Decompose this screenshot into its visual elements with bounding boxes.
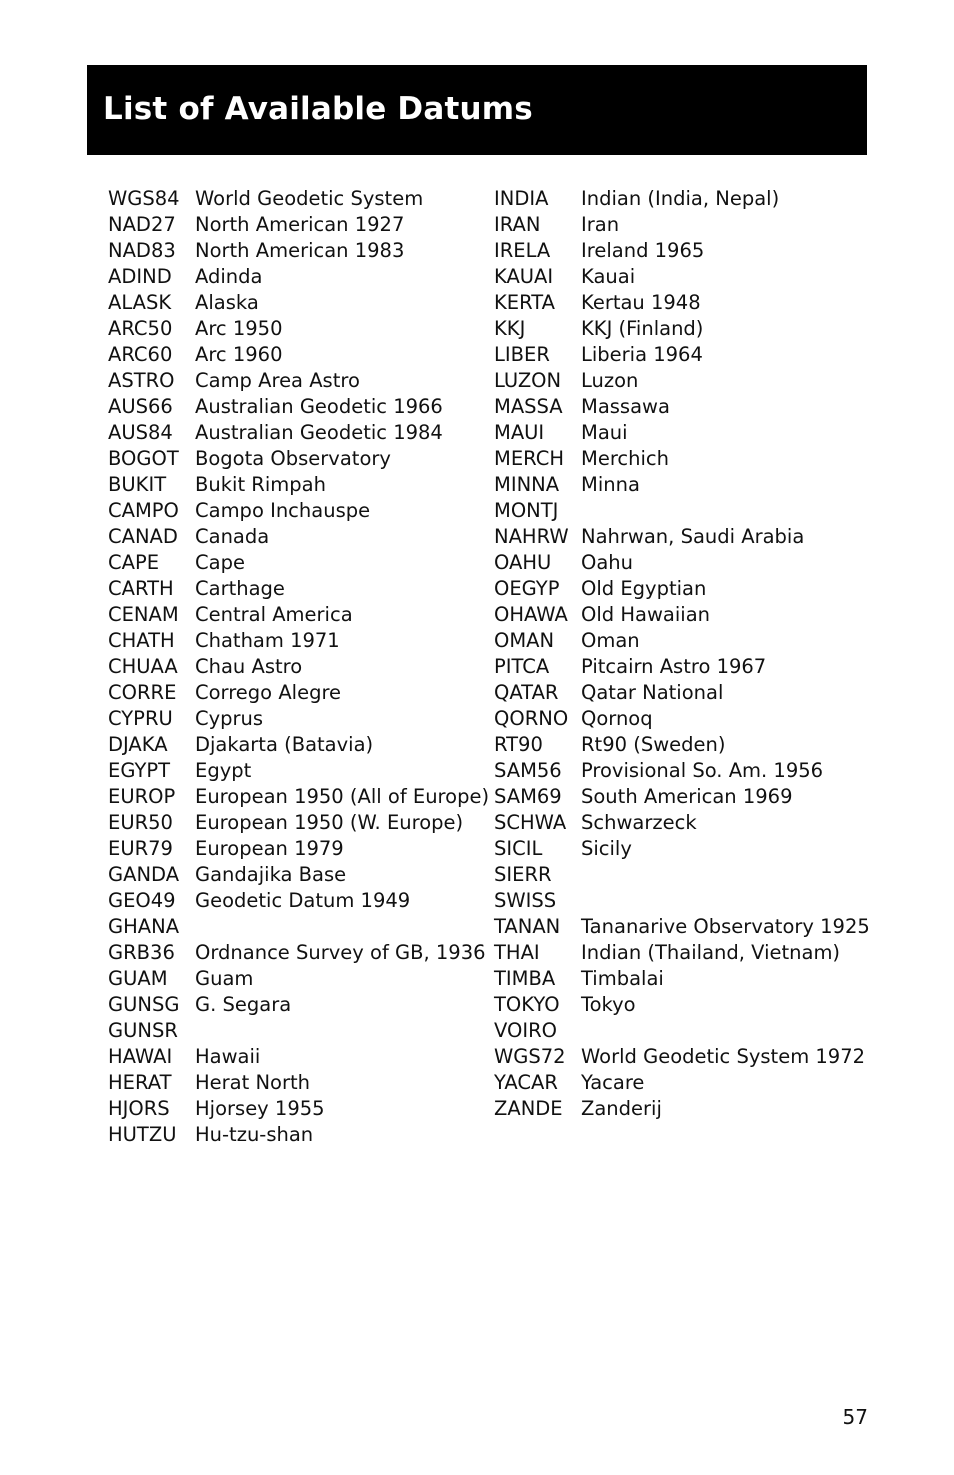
datum-code: OAHU xyxy=(494,551,552,574)
datum-code: ALASK xyxy=(108,291,172,314)
datum-row xyxy=(494,940,866,966)
datum-row xyxy=(494,550,866,576)
datum-code: NAD27 xyxy=(108,213,176,236)
datum-code: HERAT xyxy=(108,1071,172,1094)
datum-name: European 1950 (W. Europe) xyxy=(195,811,464,834)
datum-row xyxy=(108,862,488,888)
datum-name: Oman xyxy=(581,629,640,652)
datum-code: CANAD xyxy=(108,525,178,548)
datum-name: KKJ (Finland) xyxy=(581,317,704,340)
datum-code: SAM56 xyxy=(494,759,562,782)
datum-row xyxy=(108,498,488,524)
datum-name: European 1950 (All of Europe) xyxy=(195,785,490,808)
datum-row xyxy=(108,212,488,238)
datum-row xyxy=(494,394,866,420)
datum-name: Kertau 1948 xyxy=(581,291,701,314)
datum-name: Campo Inchauspe xyxy=(195,499,371,522)
datum-name xyxy=(195,914,488,940)
datum-code: CAMPO xyxy=(108,499,179,522)
datum-code: MAUI xyxy=(494,421,545,444)
datum-name: Arc 1950 xyxy=(195,317,283,340)
datum-code: GHANA xyxy=(108,915,180,938)
datum-name: Cyprus xyxy=(195,707,264,730)
datum-name: Indian (India, Nepal) xyxy=(581,187,780,210)
datum-row xyxy=(494,758,866,784)
datum-code: BUKIT xyxy=(108,473,167,496)
datum-row xyxy=(108,888,488,914)
datum-name: Ireland 1965 xyxy=(581,239,705,262)
datum-row xyxy=(494,1018,866,1044)
datum-row xyxy=(494,290,866,316)
datum-name: North American 1983 xyxy=(195,239,405,262)
datum-name: Egypt xyxy=(195,759,252,782)
datum-name: Bukit Rimpah xyxy=(195,473,326,496)
datum-name: Corrego Alegre xyxy=(195,681,342,704)
datum-name: Australian Geodetic 1966 xyxy=(195,395,443,418)
datum-name: Provisional So. Am. 1956 xyxy=(581,759,824,782)
datum-name: Luzon xyxy=(581,369,639,392)
datum-row xyxy=(494,238,866,264)
datum-name: Qornoq xyxy=(581,707,653,730)
datum-row xyxy=(494,992,866,1018)
datum-row xyxy=(108,524,488,550)
page-title: List of Available Datums xyxy=(103,91,533,127)
datum-name: Old Hawaiian xyxy=(581,603,710,626)
datum-row xyxy=(108,420,488,446)
datum-name: Sicily xyxy=(581,837,632,860)
datum-name: Liberia 1964 xyxy=(581,343,703,366)
datum-code: EUROP xyxy=(108,785,176,808)
datum-code: EUR79 xyxy=(108,837,173,860)
datum-name: Tokyo xyxy=(581,993,636,1016)
datum-name: Yacare xyxy=(581,1071,645,1094)
datum-name: Hawaii xyxy=(195,1045,261,1068)
datum-name: North American 1927 xyxy=(195,213,405,236)
datum-code: DJAKA xyxy=(108,733,168,756)
datum-name: Iran xyxy=(581,213,620,236)
datum-row xyxy=(108,550,488,576)
datum-name: Massawa xyxy=(581,395,670,418)
datum-code: NAHRW xyxy=(494,525,569,548)
datum-row xyxy=(108,264,488,290)
datum-row xyxy=(108,758,488,784)
datum-code: QORNO xyxy=(494,707,569,730)
datum-name: Herat North xyxy=(195,1071,311,1094)
datum-name: Merchich xyxy=(581,447,669,470)
datum-row xyxy=(494,472,866,498)
datum-code: WGS72 xyxy=(494,1045,566,1068)
datum-name: Central America xyxy=(195,603,353,626)
datum-row xyxy=(108,914,488,940)
datum-code: ASTRO xyxy=(108,369,175,392)
datum-row xyxy=(108,316,488,342)
datum-row xyxy=(108,940,488,966)
datum-code: CENAM xyxy=(108,603,179,626)
datum-code: GUAM xyxy=(108,967,168,990)
datum-row xyxy=(108,992,488,1018)
datum-code: PITCA xyxy=(494,655,550,678)
datum-row xyxy=(494,1096,866,1122)
datum-row xyxy=(108,784,488,810)
datum-code: OHAWA xyxy=(494,603,568,626)
datum-code: GANDA xyxy=(108,863,180,886)
datum-code: ADIND xyxy=(108,265,172,288)
datum-code: MASSA xyxy=(494,395,563,418)
datum-name: Djakarta (Batavia) xyxy=(195,733,374,756)
datum-name: Tananarive Observatory 1925 xyxy=(581,915,870,938)
datum-list-left xyxy=(108,186,488,1148)
datum-code: SWISS xyxy=(494,889,557,912)
datum-row xyxy=(108,732,488,758)
datum-code: CAPE xyxy=(108,551,160,574)
datum-name: G. Segara xyxy=(195,993,292,1016)
datum-row xyxy=(494,342,866,368)
datum-name: Schwarzeck xyxy=(581,811,697,834)
datum-row xyxy=(108,654,488,680)
datum-code: MINNA xyxy=(494,473,560,496)
datum-row xyxy=(494,628,866,654)
datum-code: MONTJ xyxy=(494,499,559,522)
datum-name: Geodetic Datum 1949 xyxy=(195,889,411,912)
datum-name: Carthage xyxy=(195,577,285,600)
datum-name: European 1979 xyxy=(195,837,344,860)
datum-name: Pitcairn Astro 1967 xyxy=(581,655,767,678)
datum-name: Nahrwan, Saudi Arabia xyxy=(581,525,805,548)
datum-name: World Geodetic System 1972 xyxy=(581,1045,866,1068)
datum-row xyxy=(494,1070,866,1096)
datum-name: Arc 1960 xyxy=(195,343,283,366)
datum-name: Bogota Observatory xyxy=(195,447,391,470)
datum-name xyxy=(581,888,866,914)
datum-code: OMAN xyxy=(494,629,555,652)
datum-code: WGS84 xyxy=(108,187,180,210)
datum-row xyxy=(494,706,866,732)
datum-row xyxy=(108,186,488,212)
datum-code: KERTA xyxy=(494,291,555,314)
datum-row xyxy=(494,368,866,394)
datum-name: Hjorsey 1955 xyxy=(195,1097,325,1120)
datum-row xyxy=(494,966,866,992)
datum-name: Guam xyxy=(195,967,254,990)
datum-row xyxy=(494,836,866,862)
datum-code: YACAR xyxy=(494,1071,558,1094)
datum-name: Chatham 1971 xyxy=(195,629,340,652)
datum-name: Oahu xyxy=(581,551,634,574)
datum-code: GUNSG xyxy=(108,993,180,1016)
datum-code: OEGYP xyxy=(494,577,560,600)
datum-row xyxy=(108,1044,488,1070)
datum-name xyxy=(581,498,866,524)
datum-row xyxy=(494,186,866,212)
datum-name: Qatar National xyxy=(581,681,724,704)
datum-name: Minna xyxy=(581,473,640,496)
datum-code: EUR50 xyxy=(108,811,173,834)
datum-row xyxy=(494,420,866,446)
datum-row xyxy=(494,212,866,238)
datum-name: Maui xyxy=(581,421,628,444)
page-number: 57 xyxy=(842,1405,868,1429)
datum-code: RT90 xyxy=(494,733,543,756)
datum-row xyxy=(108,602,488,628)
datum-row xyxy=(494,914,870,940)
datum-code: CHATH xyxy=(108,629,175,652)
datum-row xyxy=(108,342,488,368)
datum-code: MERCH xyxy=(494,447,565,470)
datum-row xyxy=(494,524,866,550)
datum-list-right xyxy=(494,186,870,1122)
datum-row xyxy=(494,446,866,472)
datum-name xyxy=(195,1018,488,1044)
datum-name: Zanderij xyxy=(581,1097,662,1120)
datum-row xyxy=(494,654,866,680)
datum-row xyxy=(108,446,488,472)
datum-name: Kauai xyxy=(581,265,636,288)
datum-code: ARC50 xyxy=(108,317,173,340)
datum-row xyxy=(108,472,488,498)
datum-code: QATAR xyxy=(494,681,559,704)
datum-name: World Geodetic System xyxy=(195,187,424,210)
datum-name: Hu-tzu-shan xyxy=(195,1123,314,1146)
datum-code: KAUAI xyxy=(494,265,554,288)
datum-code: KKJ xyxy=(494,317,526,340)
datum-name: Chau Astro xyxy=(195,655,303,678)
datum-row xyxy=(494,264,866,290)
datum-row xyxy=(494,576,866,602)
datum-row xyxy=(108,680,488,706)
datum-row xyxy=(494,680,866,706)
datum-name xyxy=(581,862,866,888)
datum-code: ZANDE xyxy=(494,1097,563,1120)
datum-code: AUS84 xyxy=(108,421,173,444)
datum-code: CYPRU xyxy=(108,707,173,730)
datum-row xyxy=(108,1122,488,1148)
datum-row xyxy=(108,1096,488,1122)
datum-row xyxy=(108,628,488,654)
datum-code: EGYPT xyxy=(108,759,171,782)
datum-row xyxy=(494,784,866,810)
datum-row xyxy=(494,1044,866,1070)
datum-code: HJORS xyxy=(108,1097,170,1120)
datum-name: Gandajika Base xyxy=(195,863,347,886)
datum-row xyxy=(108,290,488,316)
datum-row xyxy=(494,888,866,914)
datum-code: SAM69 xyxy=(494,785,562,808)
datum-row xyxy=(108,1070,488,1096)
datum-name: Cape xyxy=(195,551,245,574)
datum-name: Canada xyxy=(195,525,270,548)
datum-row xyxy=(494,316,866,342)
datum-code: GRB36 xyxy=(108,941,175,964)
datum-code: TANAN xyxy=(494,915,561,938)
datum-row xyxy=(108,368,488,394)
datum-code: HAWAI xyxy=(108,1045,173,1068)
datum-code: LIBER xyxy=(494,343,550,366)
datum-name: South American 1969 xyxy=(581,785,793,808)
datum-code: THAI xyxy=(494,941,540,964)
datum-code: CHUAA xyxy=(108,655,178,678)
datum-row xyxy=(108,810,488,836)
datum-name: Alaska xyxy=(195,291,259,314)
datum-row xyxy=(108,576,488,602)
datum-code: ARC60 xyxy=(108,343,173,366)
datum-code: LUZON xyxy=(494,369,562,392)
datum-name: Adinda xyxy=(195,265,263,288)
datum-row xyxy=(494,602,866,628)
datum-row xyxy=(494,732,866,758)
datum-name xyxy=(581,1018,866,1044)
datum-code: GEO49 xyxy=(108,889,176,912)
datum-row xyxy=(108,966,488,992)
datum-code: TIMBA xyxy=(494,967,556,990)
title-banner xyxy=(87,65,867,155)
datum-code: AUS66 xyxy=(108,395,173,418)
datum-name: Camp Area Astro xyxy=(195,369,360,392)
datum-code: SIERR xyxy=(494,863,552,886)
datum-code: HUTZU xyxy=(108,1123,177,1146)
datum-name: Australian Geodetic 1984 xyxy=(195,421,443,444)
datum-name: Indian (Thailand, Vietnam) xyxy=(581,941,841,964)
datum-name: Timbalai xyxy=(581,967,664,990)
datum-name: Rt90 (Sweden) xyxy=(581,733,726,756)
datum-row xyxy=(494,810,866,836)
datum-row xyxy=(108,238,488,264)
datum-code: TOKYO xyxy=(494,993,560,1016)
datum-code: IRAN xyxy=(494,213,541,236)
datum-code: SCHWA xyxy=(494,811,567,834)
datum-code: GUNSR xyxy=(108,1019,178,1042)
datum-name: Old Egyptian xyxy=(581,577,707,600)
datum-row xyxy=(108,1018,488,1044)
datum-name: Ordnance Survey of GB, 1936 xyxy=(195,941,486,964)
datum-row xyxy=(108,394,488,420)
datum-row xyxy=(494,498,866,524)
datum-code: INDIA xyxy=(494,187,549,210)
datum-code: IRELA xyxy=(494,239,551,262)
datum-code: SICIL xyxy=(494,837,543,860)
datum-row xyxy=(494,862,866,888)
datum-code: BOGOT xyxy=(108,447,179,470)
datum-row xyxy=(108,836,488,862)
datum-code: CARTH xyxy=(108,577,174,600)
datum-code: NAD83 xyxy=(108,239,176,262)
datum-row xyxy=(108,706,488,732)
datum-code: VOIRO xyxy=(494,1019,557,1042)
datum-code: CORRE xyxy=(108,681,177,704)
